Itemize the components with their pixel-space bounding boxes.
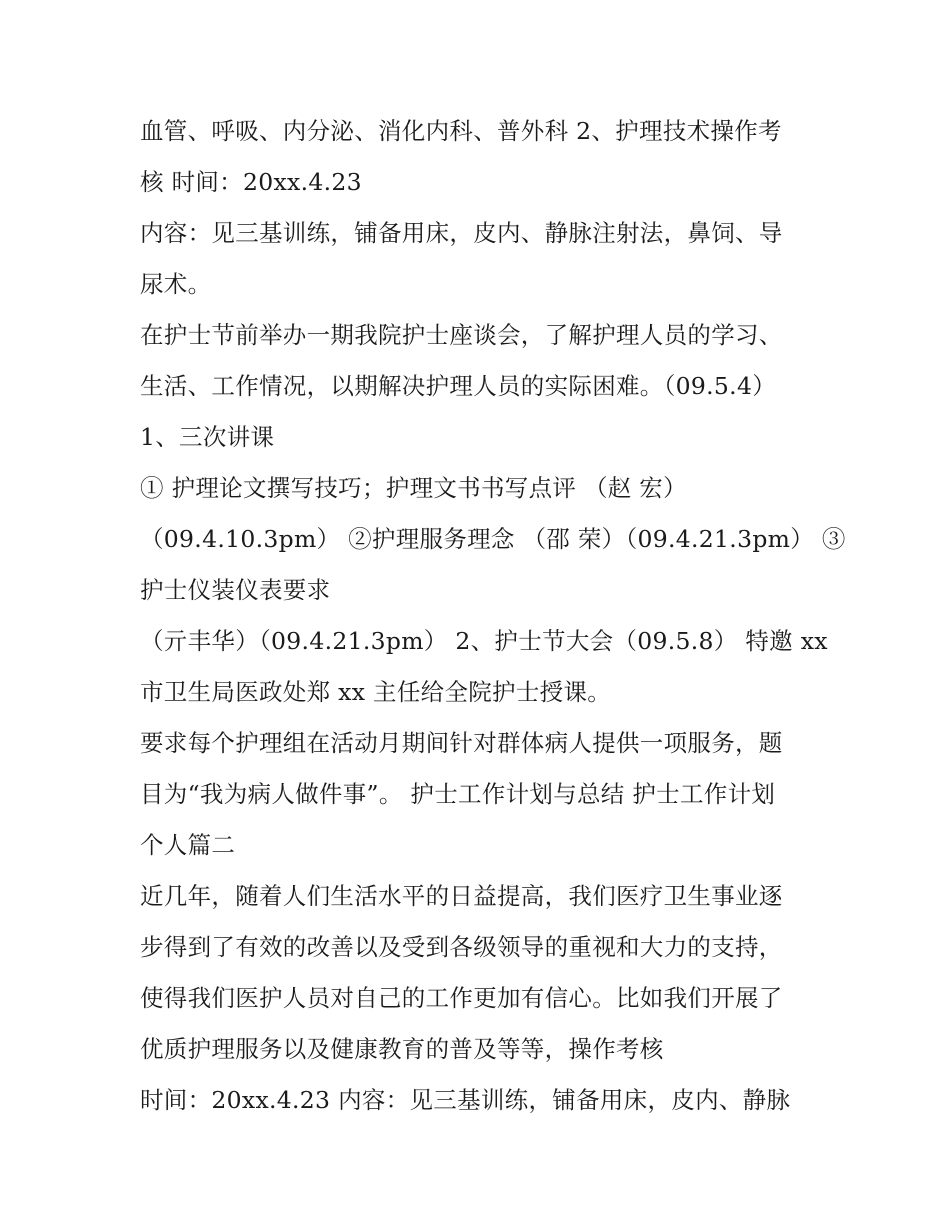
text-line: 核 时间：20xx.4.23 — [140, 168, 362, 196]
text-line: 要求每个护理组在活动月期间针对群体病人提供一项服务，题 — [140, 729, 783, 757]
text-line: （亓丰华）（09.4.21.3pm） 2、护士节大会（09.5.8） 特邀 xx — [140, 627, 828, 655]
text-line: 优质护理服务以及健康教育的普及等等，操作考核 — [140, 1035, 664, 1063]
text-line: （09.4.10.3pm） ②护理服务理念 （邵 荣）（09.4.21.3pm） ③ — [140, 525, 846, 553]
text-line: 时间：20xx.4.23 内容：见三基训练，铺备用床，皮内、静脉 — [140, 1086, 791, 1114]
text-line: 市卫生局医政处郑 xx 主任给全院护士授课。 — [140, 678, 612, 706]
text-line: 内容：见三基训练，铺备用床，皮内、静脉注射法，鼻饲、导 — [140, 219, 783, 247]
text-line: 血管、呼吸、内分泌、消化内科、普外科 2、护理技术操作考 — [140, 117, 782, 145]
text-line: 1、三次讲课 — [140, 423, 275, 451]
text-line: ① 护理论文撰写技巧；护理文书书写点评 （赵 宏） — [140, 474, 687, 502]
text-line: 尿术。 — [140, 270, 212, 298]
text-line: 步得到了有效的改善以及受到各级领导的重视和大力的支持， — [140, 933, 783, 961]
document-body — [140, 106, 846, 1126]
text-line: 个人篇二 — [140, 831, 236, 859]
text-line: 生活、工作情况，以期解决护理人员的实际困难。（09.5.4） — [140, 372, 776, 400]
text-line: 目为“我为病人做件事”。 护士工作计划与总结 护士工作计划 — [140, 780, 776, 808]
text-line: 使得我们医护人员对自己的工作更加有信心。比如我们开展了 — [140, 984, 783, 1012]
text-line: 在护士节前举办一期我院护士座谈会，了解护理人员的学习、 — [140, 321, 783, 349]
text-line: 近几年，随着人们生活水平的日益提高，我们医疗卫生事业逐 — [140, 882, 783, 910]
text-line: 护士仪装仪表要求 — [140, 576, 331, 604]
